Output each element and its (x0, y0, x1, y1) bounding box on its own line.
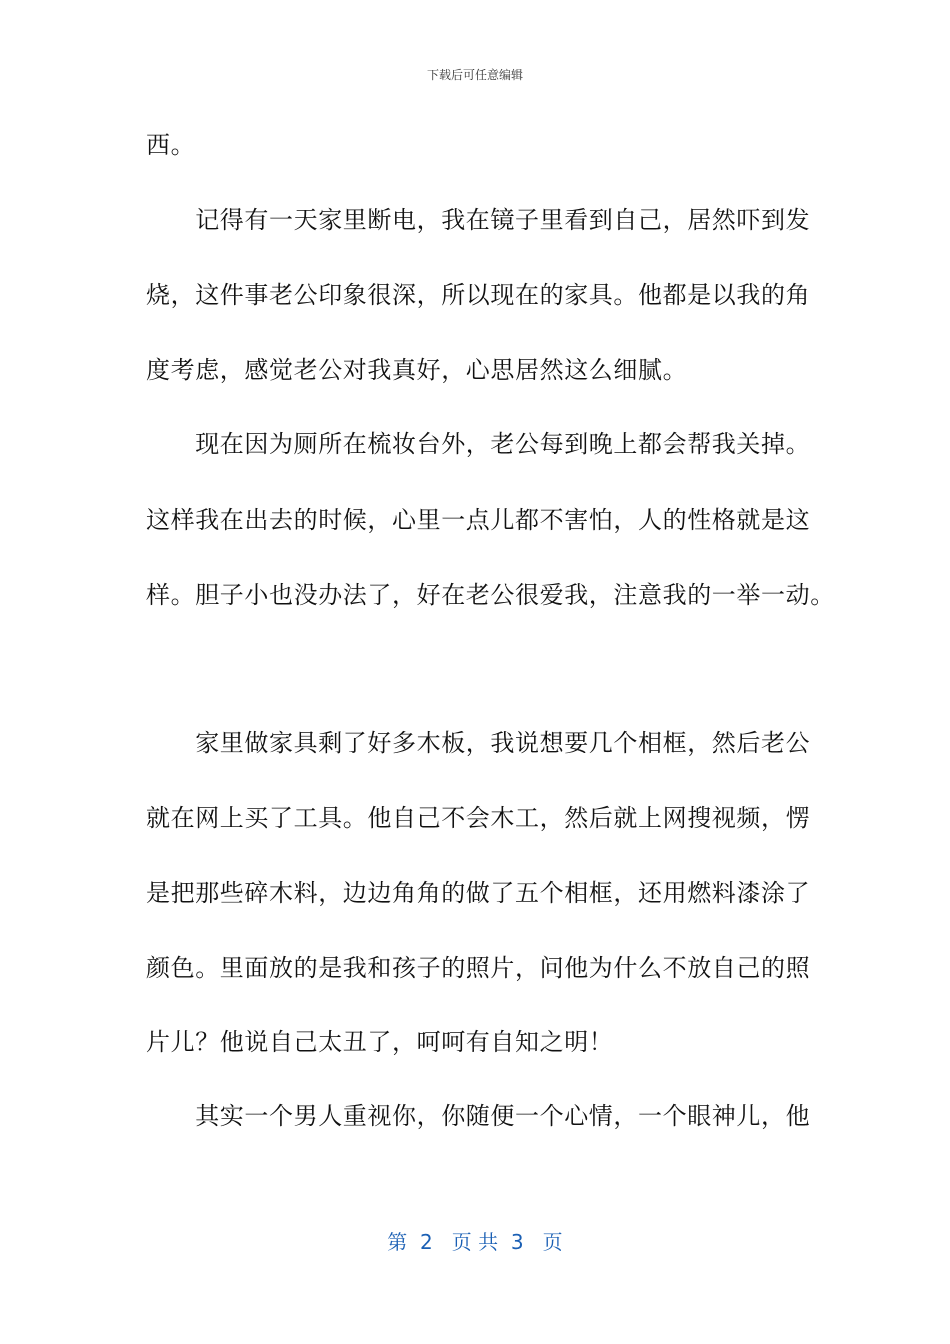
text-line: 度考虑，感觉老公对我真好，心思居然这么细腻。 (146, 356, 688, 384)
text-line: 烧，这件事老公印象很深，所以现在的家具。他都是以我的角 (146, 281, 811, 309)
text-line: 样。胆子小也没办法了，好在老公很爱我，注意我的一举一动。 (146, 581, 835, 609)
text-line: 这样我在出去的时候，心里一点儿都不害怕，人的性格就是这 (146, 506, 811, 534)
text-line: 家里做家具剩了好多木板，我说想要几个相框，然后老公 (146, 729, 811, 757)
text-line: 记得有一天家里断电，我在镜子里看到自己，居然吓到发 (146, 206, 811, 234)
text-line: 现在因为厕所在梳妆台外，老公每到晚上都会帮我关掉。 (146, 430, 811, 458)
header-note: 下载后可任意编辑 (426, 68, 523, 82)
text-line: 片儿？他说自己太丑了，呵呵有自知之明！ (146, 1028, 614, 1056)
text-line: 就在网上买了工具。他自己不会木工，然后就上网搜视频，愣 (146, 804, 811, 832)
text-line: 西。 (146, 131, 196, 159)
text-line: 颜色。里面放的是我和孩子的照片，问他为什么不放自己的照 (146, 954, 811, 982)
page-number-footer: 第 2 页 共 3 页 (387, 1230, 563, 1254)
text-line: 是把那些碎木料，边边角角的做了五个相框，还用燃料漆涂了 (146, 879, 811, 907)
text-line: 其实一个男人重视你，你随便一个心情，一个眼神儿，他 (146, 1102, 811, 1130)
